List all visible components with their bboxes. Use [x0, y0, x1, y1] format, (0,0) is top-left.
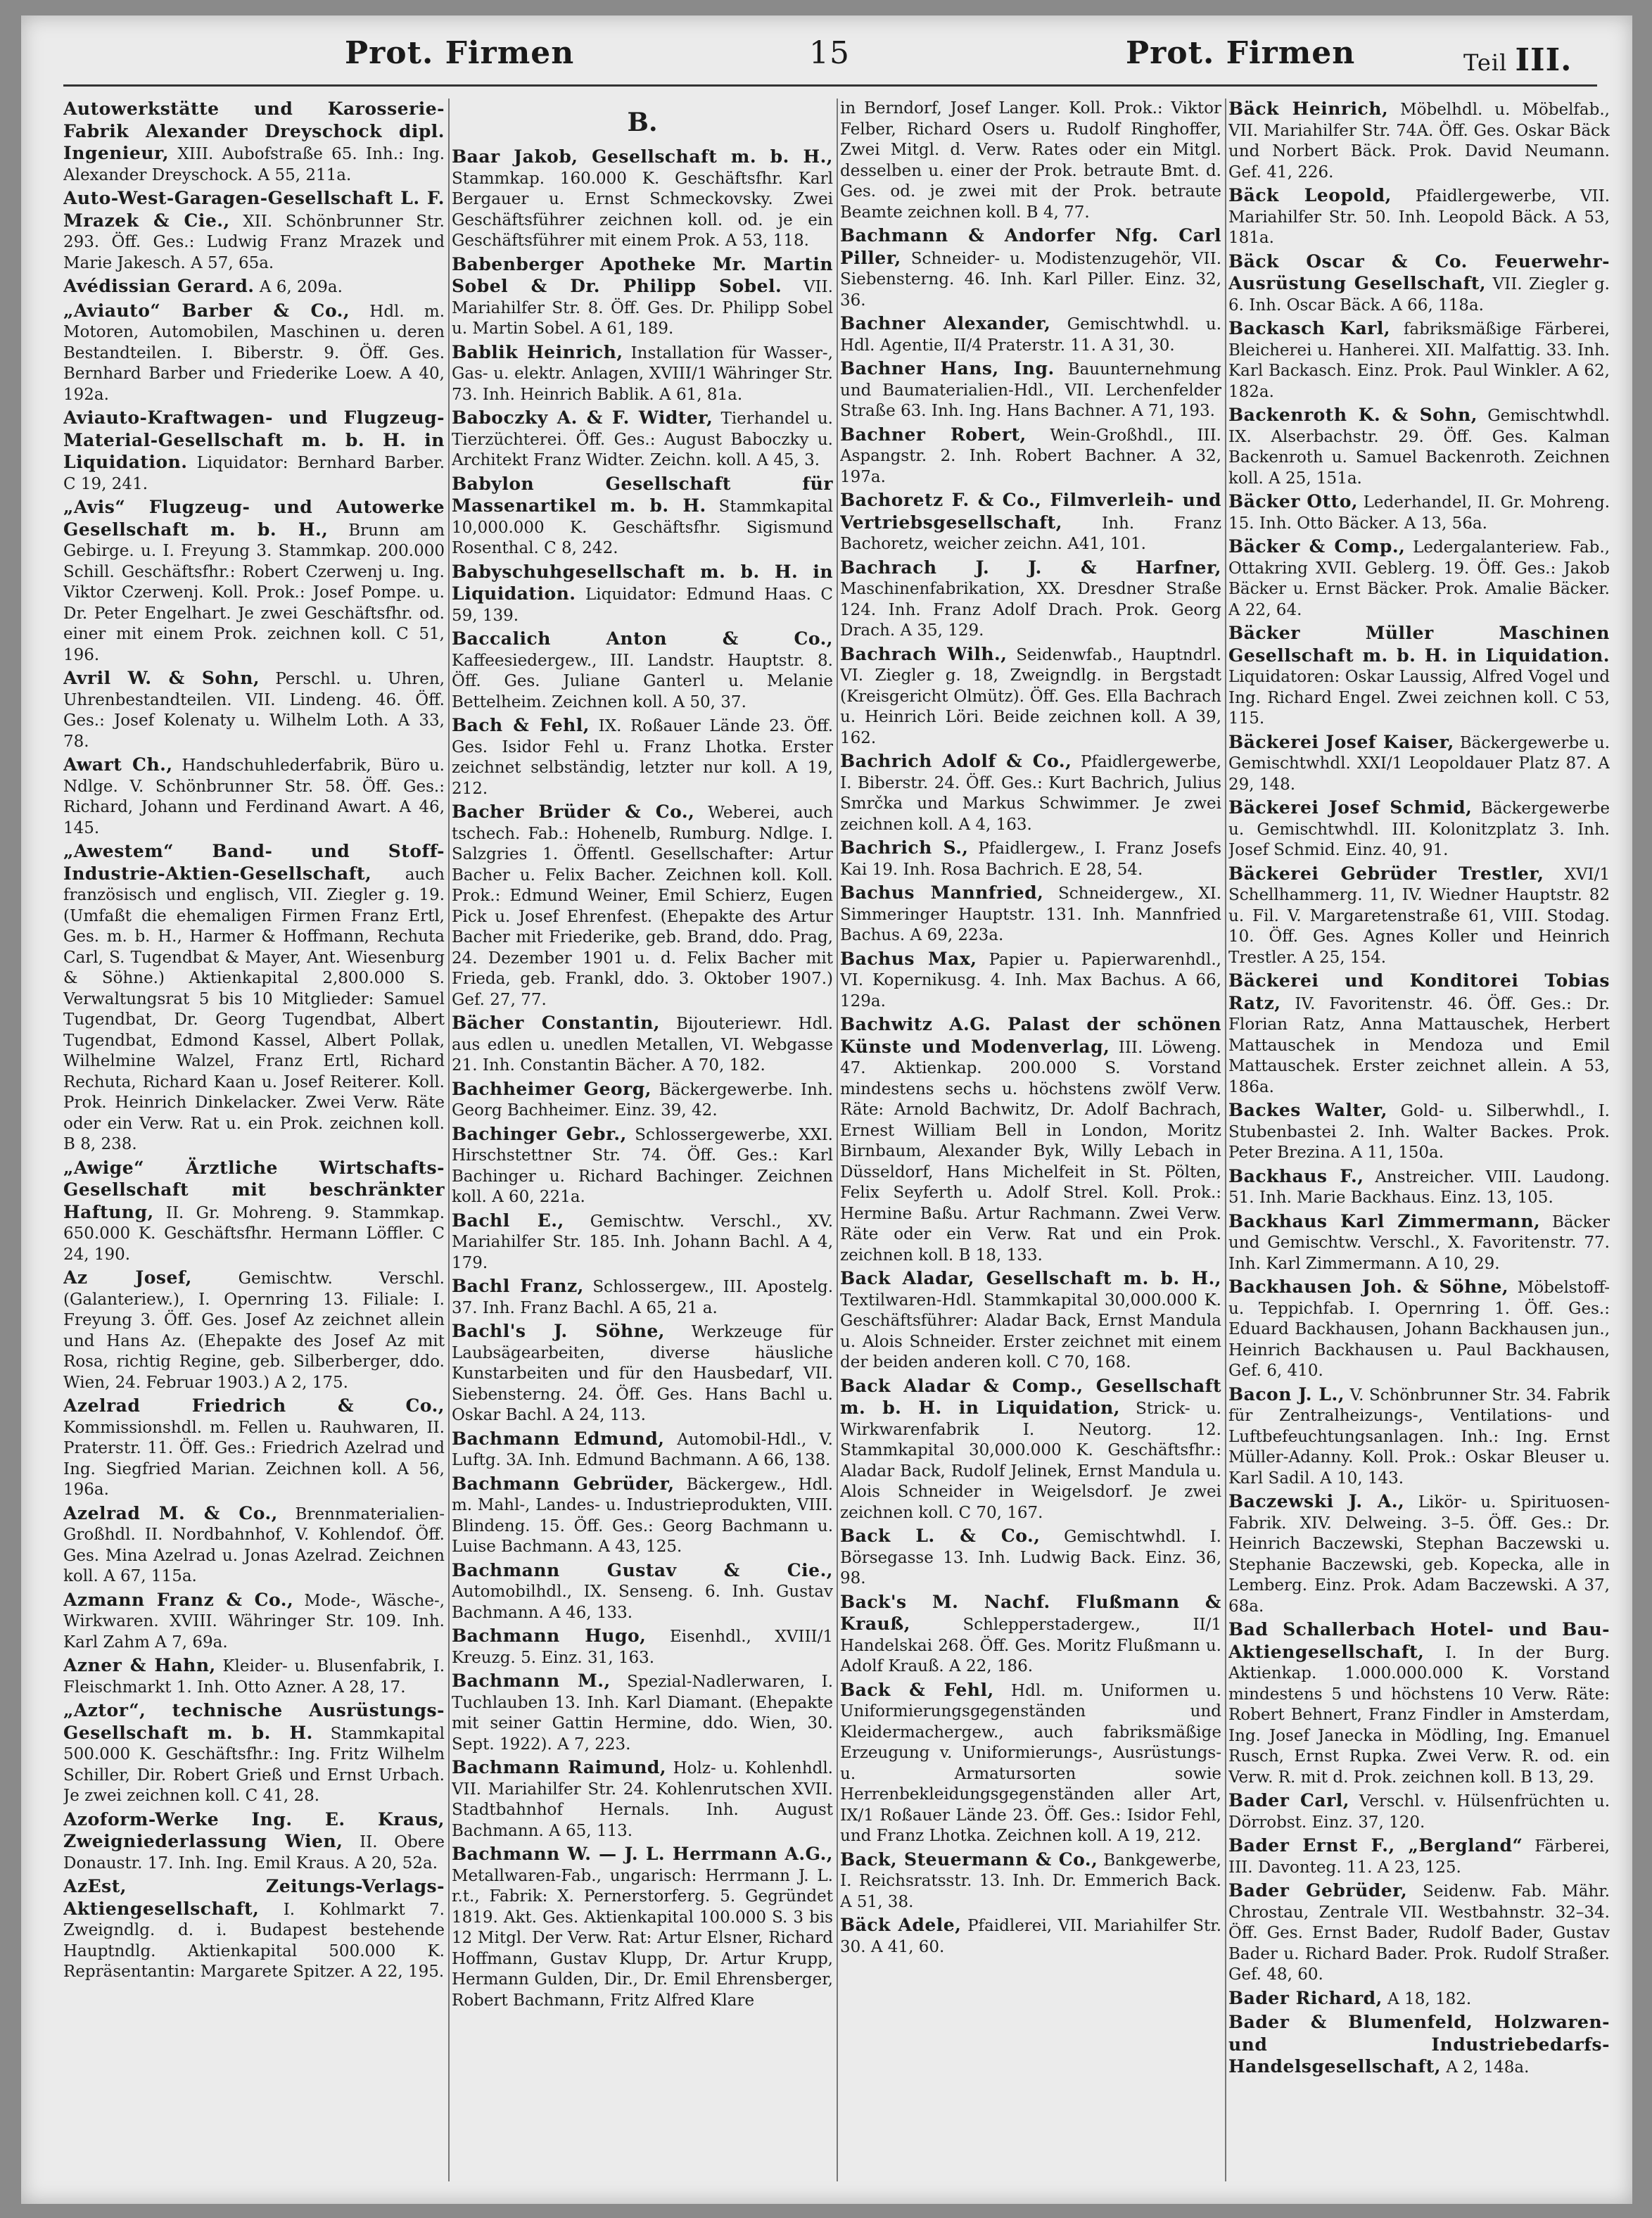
firm-details: V. Schönbrunner Str. 34. Fabrik für Zentralheizungs-, Ventilations- und Luftbefeuchtungsanlagen. Inh.: Ing. Ernst Müller-Adanny. Koll. Prok.: Oskar Bleuser u. Karl Sadil. A 10, 143. — [1228, 1386, 1610, 1488]
firm-details: Bäckergew., Hdl. m. Mahl-, Landes- u. Industrieprodukten, VIII. Blindeng. 15. Öff. Ges.: Georg Bachmann u. Luise Bachmann. A 43, 125. — [452, 1475, 833, 1556]
directory-entry — [452, 1079, 833, 1122]
firm-name: „Avis“ Flugzeug- und Autowerke Gesellschaft m. b. H., — [63, 497, 445, 540]
firm-details: Likör- u. Spirituosen-Fabrik. XIV. Delweing. 3–5. Öff. Ges.: Dr. Heinrich Baczewski, Stephan Baczewski u. Stephanie Baczewski, geb. Kopecka, alle in Lemberg. Einz. Prok. Adam Baczewski. A 37, 68a. — [1228, 1493, 1610, 1616]
firm-details: Stammkapital 10,000.000 K. Geschäftsfhr. Sigismund Rosenthal. C 8, 242. — [452, 498, 833, 557]
column-4 — [1228, 99, 1610, 2181]
firm-name: „Aviauto“ Barber & Co., — [63, 300, 350, 321]
directory-entry — [840, 225, 1221, 311]
firm-details: Lederhandel, II. Gr. Mohreng. 15. Inh. Otto Bäcker. A 13, 56a. — [1228, 493, 1610, 533]
firm-details: Strick- u. Wirkwarenfabrik I. Neutorg. 12. Stammkapital 30,000.000 K. Geschäftsfhr.: Aladar Back, Rudolf Jelinek, Ernst Mandula u. Alois Schneider in Weigelsdorf. Je zwei zeichnen koll. C 70, 167. — [840, 1400, 1221, 1522]
directory-entry — [840, 1376, 1221, 1524]
directory-entry — [63, 1700, 445, 1807]
firm-name: Autowerkstätte und Karosserie-Fabrik Alexander Dreyschock dipl. Ingenieur, — [63, 99, 445, 163]
firm-name: „Awige“ Ärztliche Wirtschafts-Gesellschaft mit beschränkter Haftung, — [63, 1157, 445, 1222]
firm-name: Bachmann Gebrüder, — [452, 1473, 675, 1494]
directory-entry — [840, 1268, 1221, 1374]
firm-details: Stammkap. 160.000 K. Geschäftsfhr. Karl Bergauer u. Ernst Schmeckovsky. Zwei Geschäftsführer zeichnen koll. od. je ein Geschäftsführer mit einem Prok. A 53, 118. — [452, 169, 833, 250]
page-header — [21, 15, 1632, 93]
firm-details: XVI/1 Schellhammerg. 11, IV. Wiedner Hauptstr. 82 u. Fil. V. Margaretenstraße 61, VIII. Stodag. 10. Öff. Ges. Agnes Koller und Heinrich Trestler. A 25, 154. — [1228, 865, 1610, 967]
directory-entry — [1228, 623, 1610, 730]
directory-entry — [452, 1210, 833, 1274]
firm-name: Bäckerei Josef Schmid, — [1228, 797, 1473, 818]
firm-details: Bäckergewerbe u. Gemischtwhdl. III. Kolonitzplatz 3. Inh. Josef Schmid. Einz. 40, 91. — [1228, 799, 1610, 859]
firm-name: Bäcker & Comp., — [1228, 536, 1406, 557]
firm-details: Liquidator: Edmund Haas. C 59, 139. — [452, 585, 833, 625]
directory-entry — [840, 1526, 1221, 1590]
firm-details: Anstreicher. VIII. Laudong. 51. Inh. Marie Backhaus. Einz. 13, 105. — [1228, 1167, 1610, 1207]
directory-entry — [1228, 1276, 1610, 1382]
firm-name: Bachl E., — [452, 1210, 564, 1231]
firm-name: Backhaus F., — [1228, 1165, 1364, 1186]
firm-details: Bäcker und Gemischtw. Verschl., X. Favoritenstr. 77. Inh. Karl Zimmermann. A 10, 29. — [1228, 1212, 1610, 1273]
section-label — [1463, 42, 1572, 78]
firm-name: Bäckerei Gebrüder Trestler, — [1228, 863, 1544, 884]
firm-details: Kleider- u. Blusenfabrik, I. Fleischmarkt 1. Inh. Otto Azner. A 28, 17. — [63, 1657, 445, 1697]
directory-entry — [63, 1267, 445, 1393]
directory-entry — [452, 1626, 833, 1668]
directory-entry — [840, 751, 1221, 835]
firm-name: Awart Ch., — [63, 754, 173, 775]
firm-details: Pfaidlergewerbe, VII. Mariahilfer Str. 50. Inh. Leopold Bäck. A 53, 181a. — [1228, 187, 1610, 247]
directory-entry — [840, 1849, 1221, 1913]
firm-name: Bachmann W. — J. L. Herrmann A.G., — [452, 1844, 833, 1864]
firm-name: Backes Walter, — [1228, 1100, 1387, 1120]
directory-entry — [1228, 185, 1610, 249]
directory-entry — [1228, 797, 1610, 861]
directory-entry — [452, 715, 833, 799]
firm-name: Avédissian Gerard. — [63, 276, 255, 296]
firm-details: Schneider- u. Modistenzugehör, VII. Siebensterng. 46. Inh. Karl Piller. Einz. 32, 36. — [840, 249, 1221, 310]
firm-details: Ledergalanteriew. Fab., Ottakring XVII. Geblerg. 19. Öff. Ges.: Jakob Bäcker u. Ernst Bäcker. Prok. Amalie Bäcker. A 22, 64. — [1228, 538, 1610, 619]
firm-details: Schlossergew., III. Apostelg. 37. Inh. Franz Bachl. A 65, 21 a. — [452, 1278, 833, 1317]
firm-name: Bäckerei Josef Kaiser, — [1228, 731, 1454, 752]
firm-details: Papier u. Papierwarenhdl., VI. Kopernikusg. 4. Inh. Max Bachus. A 66, 129a. — [840, 950, 1221, 1010]
firm-details: Möbelhdl. u. Möbelfab., VII. Mariahilfer Str. 74A. Öff. Ges. Oskar Bäck und Norbert Bäck. Prok. David Neumann. Gef. 41, 226. — [1228, 101, 1610, 182]
directory-entry — [840, 1014, 1221, 1266]
directory-entry — [1228, 1790, 1610, 1833]
firm-details: II. Obere Donaustr. 17. Inh. Ing. Emil Kraus. A 20, 52a. — [63, 1833, 445, 1872]
firm-name: Baar Jakob, Gesellschaft m. b. H., — [452, 146, 833, 167]
firm-name: Bacon J. L., — [1228, 1383, 1345, 1405]
firm-name: Bäck Adele, — [840, 1915, 962, 1935]
firm-details: Seidenw. Fab. Mähr. Chrostau, Zentrale VII. Westbahnstr. 32–34. Öff. Ges. Ernst Bader, Rudolf Bader, Gustav Bader u. Richard Bader. Prok. Rudolf Straßer. Gef. 48, 60. — [1228, 1882, 1610, 1984]
directory-entry — [1228, 863, 1610, 969]
firm-details: Seidenwfab., Hauptndrl. VI. Ziegler g. 18, Zweigndlg. in Bergstadt (Kreisgericht Olmütz). Öff. Ges. Ella Bachrach u. Heinrich Löri. Beide zeichnen koll. A 39, 162. — [840, 645, 1221, 747]
directory-page — [21, 15, 1632, 2204]
firm-details: in Berndorf, Josef Langer. Koll. Prok.: Viktor Felber, Richard Osers u. Rudolf Ringhoffer, Zwei Mitgl. d. Verw. Rates oder ein Mitgl. desselben u. einer der Prok. betraute Bmt. d. Ges. od. je zwei mit der Prok. betraute Beamte zeichnen koll. B 4, 77. — [840, 99, 1221, 222]
directory-entry — [452, 1844, 833, 2011]
firm-name: Baczewski J. A., — [1228, 1491, 1405, 1512]
firm-details: Kommissionshdl. m. Fellen u. Rauhwaren, II. Praterstr. 11. Öff. Ges.: Friedrich Azelrad und Ing. Siegfried Marian. Zeichnen koll. A 56, 196a. — [63, 1418, 445, 1499]
directory-entry — [63, 497, 445, 666]
directory-entry — [840, 882, 1221, 946]
firm-details: Handschuhlederfabrik, Büro u. Ndlge. V. Schönbrunner Str. 58. Öff. Ges.: Richard, Johann und Ferdinand Awart. A 46, 145. — [63, 756, 445, 837]
page-number: 15 — [809, 35, 850, 71]
firm-details: Werkzeuge für Laubsägearbeiten, diverse häusliche Kunstarbeiten und für den Hausbedarf, VII. Siebensterng. 24. Öff. Ges. Hans Bachl u. Oskar Bachl. A 24, 113. — [452, 1323, 833, 1424]
firm-details: Bäckergewerbe. Inh. Georg Bachheimer. Einz. 39, 42. — [452, 1080, 833, 1120]
directory-entry — [840, 837, 1221, 880]
firm-details: Wein-Großhdl., III. Aspangstr. 2. Inh. Robert Bachner. A 32, 197a. — [840, 426, 1221, 486]
firm-details: A 18, 182. — [1387, 1989, 1472, 2008]
directory-entry — [840, 557, 1221, 642]
firm-details: I. In der Burg. Aktienkap. 1.000.000.000 K. Vorstand mindestens 5 und höchstens 10 Verw. Räte: Robert Behnert, Franz Findler in Amsterdam, Ing. Josef Janecka in Mödling, Ing. Emanuel Rusch, Ernst Rupka. Zwei Verw. R. od. ein Verw. R. mit d. Prok. zeichnen koll. B 13, 29. — [1228, 1643, 1610, 1787]
firm-details: Automobilhdl., IX. Senseng. 6. Inh. Gustav Bachmann. A 46, 133. — [452, 1583, 833, 1622]
directory-entry — [452, 562, 833, 627]
firm-name: Bäckerei und Konditorei Tobias Ratz, — [1228, 970, 1610, 1013]
header-left-title: Prot. Firmen — [345, 35, 575, 71]
firm-name: Backenroth K. & Sohn, — [1228, 405, 1478, 425]
directory-entry — [1228, 405, 1610, 489]
firm-details: Hdl. m. Uniformen u. Uniformierungsgegenständen und Kleidermachergew., auch fabriksmäßige Erzeugung v. Uniformierungs-, Ausrüstungs- u. Armatursorten sowie Herrenbekleidungsgegenständen aller Art, IX/1 Roßauer Lände 23. Öff. Ges.: Isidor Fehl, und Franz Lhotka. Zeichnen koll. A 19, 212. — [840, 1681, 1221, 1845]
firm-name: Back L. & Co., — [840, 1526, 1041, 1546]
directory-entry — [452, 628, 833, 713]
firm-name: Bachl Franz, — [452, 1276, 584, 1296]
firm-details: Bankgewerbe, I. Reichsratsstr. 13. Inh. Dr. Emmerich Back. A 51, 38. — [840, 1851, 1221, 1911]
directory-entry — [452, 146, 833, 252]
firm-name: Bachner Robert, — [840, 424, 1027, 445]
firm-details: Brunn am Gebirge. u. I. Freyung 3. Stammkap. 200.000 Schill. Geschäftsfhr.: Robert Czerwenj u. Ing. Viktor Czerwenj. Koll. Prok.: Josef Pompe. u. Dr. Peter Engelhart. Je zwei Geschäftsfhr. od. einer mit einem Prok. zeichnen koll. C 51, 196. — [63, 521, 445, 664]
teil-label: Teil — [1463, 49, 1508, 76]
firm-name: Backasch Karl, — [1228, 318, 1391, 338]
firm-name: Bader Ernst F., „Bergland“ — [1228, 1835, 1523, 1856]
directory-entry — [840, 1680, 1221, 1847]
firm-name: „Awestem“ Band- und Stoff-Industrie-Aktien-Gesellschaft, — [63, 841, 445, 884]
firm-details: Gemischtw. Verschl. (Galanteriew.), I. Opernring 13. Filiale: I. Freyung 3. Öff. Ges. Josef Az zeichnet allein und Hans Az. (Ehepakte des Josef Az mit Rosa, richtig Regine, geb. Silberberger, ddo. Wien, 24. Februar 1903.) A 2, 175. — [63, 1269, 445, 1392]
firm-details: Bäckergewerbe u. Gemischtwhdl. XXI/1 Leopoldauer Platz 87. A 29, 148. — [1228, 733, 1610, 794]
firm-name: Backhaus Karl Zimmermann, — [1228, 1210, 1541, 1231]
firm-details: Installation für Wasser-, Gas- u. elektr. Anlagen, XVIII/1 Währinger Str. 73. Inh. Heinrich Bablik. A 61, 81a. — [452, 343, 833, 404]
directory-entry — [63, 276, 445, 298]
firm-details: Gemischtw. Verschl., XV. Mariahilfer Str. 185. Inh. Johann Bachl. A 4, 179. — [452, 1212, 833, 1272]
directory-entry — [63, 407, 445, 495]
firm-details: Brennmaterialien-Großhdl. II. Nordbahnhof, V. Kohlendof. Öff. Ges. Mina Azelrad u. Jonas Azelrad. Zeichnen koll. A 67, 115a. — [63, 1504, 445, 1585]
firm-name: Bachrach J. J. & Harfner, — [840, 557, 1221, 578]
firm-details: Inh. Franz Bachoretz, weicher zeichn. A41, 101. — [840, 514, 1221, 553]
firm-name: Bachmann Gustav & Cie., — [452, 1559, 833, 1580]
directory-entry — [840, 490, 1221, 555]
directory-entry — [63, 1876, 445, 1983]
column-3 — [840, 99, 1221, 2181]
firm-name: Bäck Heinrich, — [1228, 99, 1389, 119]
firm-details: Perschl. u. Uhren, Uhrenbestandteilen. VII. Lindeng. 46. Öff. Ges.: Josef Kolenaty u. Wilhelm Loth. A 33, 78. — [63, 670, 445, 751]
firm-details: fabriksmäßige Färberei, Bleicherei u. Hanherei. XII. Malfattig. 33. Inh. Karl Backasch. Einz. Prok. Paul Winkler. A 62, 182a. — [1228, 320, 1610, 401]
firm-details: Pfaidlergew., I. Franz Josefs Kai 19. Inh. Rosa Bachrich. E 28, 54. — [840, 839, 1221, 879]
firm-name: Bader Carl, — [1228, 1790, 1349, 1811]
firm-name: Bachner Alexander, — [840, 313, 1051, 334]
directory-entry — [840, 1592, 1221, 1678]
directory-entry — [840, 358, 1221, 422]
directory-entry — [452, 1474, 833, 1558]
directory-entry — [63, 1503, 445, 1588]
firm-name: Bäcker Müller Maschinen Gesellschaft m. b. H. in Liquidation. — [1228, 623, 1610, 666]
firm-name: Bachheimer Georg, — [452, 1078, 652, 1099]
firm-name: Bachmann M., — [452, 1671, 611, 1691]
firm-name: Back, Steuermann & Co., — [840, 1849, 1098, 1870]
firm-name: Bachrich S., — [840, 837, 969, 858]
firm-name: Bad Schallerbach Hotel- und Bau-Aktiengesellschaft, — [1228, 1619, 1610, 1662]
firm-details: A 6, 209a. — [259, 278, 343, 296]
directory-entry — [840, 424, 1221, 488]
firm-details: Verschl. v. Hülsenfrüchten u. Dörrobst. Einz. 37, 120. — [1228, 1792, 1610, 1832]
header-right-title: Prot. Firmen — [1126, 35, 1356, 71]
directory-entry — [1228, 1835, 1610, 1878]
directory-entry — [1228, 970, 1610, 1098]
directory-entry — [840, 644, 1221, 749]
firm-name: Bachoretz F. & Co., Filmverleih- und Vertriebsgesellschaft, — [840, 490, 1221, 533]
firm-details: Liquidatoren: Oskar Laussig, Alfred Vogel und Ing. Richard Engel. Zwei zeichnen koll. C 53, 115. — [1228, 668, 1610, 728]
column-divider — [448, 99, 450, 2181]
firm-details: Bijouteriewr. Hdl. aus edlen u. unedlen Metallen, VI. Webgasse 21. Inh. Constantin Bächer. A 70, 182. — [452, 1015, 833, 1075]
firm-name: Back Aladar, Gesellschaft m. b. H., — [840, 1268, 1221, 1288]
firm-name: Back Aladar & Comp., Gesellschaft m. b. H. in Liquidation, — [840, 1375, 1221, 1418]
firm-name: „Aztor“, technische Ausrüstungs-Gesellschaft m. b. H. — [63, 1700, 445, 1743]
firm-name: Bablik Heinrich, — [452, 341, 623, 362]
directory-entry — [452, 254, 833, 340]
firm-details: A 2, 148a. — [1446, 2058, 1530, 2077]
firm-name: Bachmann Raimund, — [452, 1757, 667, 1777]
directory-entry — [840, 1915, 1221, 1958]
firm-name: Bachmann Hugo, — [452, 1626, 647, 1646]
directory-entry — [1228, 2012, 1610, 2079]
column-1 — [63, 99, 445, 2181]
firm-name: Bachmann Edmund, — [452, 1428, 665, 1449]
directory-entry — [452, 1757, 833, 1842]
firm-name: Azelrad M. & Co., — [63, 1502, 278, 1523]
firm-details: Spezial-Nadlerwaren, I. Tuchlauben 13. Inh. Karl Diamant. (Ehepakte mit seiner Gattin Hermine, ddo. Wien, 30. Sept. 1922). A 7, 223. — [452, 1673, 833, 1754]
firm-name: Bachus Max, — [840, 948, 977, 969]
directory-entry — [840, 949, 1221, 1013]
directory-entry — [1228, 1384, 1610, 1490]
firm-details: Pfaidlerei, VII. Mariahilfer Str. 30. A 41, 60. — [840, 1917, 1221, 1956]
column-divider — [837, 99, 838, 2181]
directory-entry — [1228, 1619, 1610, 1788]
firm-name: Baboczky A. & F. Widter, — [452, 407, 713, 428]
directory-entry — [63, 1590, 445, 1654]
directory-entry — [452, 1124, 833, 1208]
directory-entry — [452, 1013, 833, 1077]
firm-details: Eisenhdl., XVIII/1 Kreuzg. 5. Einz. 31, 163. — [452, 1628, 833, 1667]
firm-name: Bader & Blumenfeld, Holzwaren- und Industriebedarfs-Handelsgesellschaft, — [1228, 2012, 1610, 2077]
firm-details: Kaffeesiedergew., III. Landstr. Hauptstr. 8. Öff. Ges. Juliane Ganterl u. Melanie Bettelheim. Zeichnen koll. A 50, 37. — [452, 651, 833, 711]
directory-entry — [63, 1809, 445, 1875]
directory-entry — [63, 1395, 445, 1501]
firm-details: III. Löweng. 47. Aktienkap. 200.000 S. Vorstand mindestens sechs u. höchstens zwölf Verw. Räte: Arnold Bachwitz, Dr. Adolf Bachrach, Ernest William Bell in London, Moritz Birnbaum, Alexander Byk, Willy Lebach in Düsseldorf, Hans Michelfeit in St. Pölten, Felix Seyferth u. Adolf Strel. Koll. Prok.: Hermine Baßu. Artur Rachmann. Zwei Verw. Räte oder ein Verw. Rat und ein Prok. zeichnen koll. B 18, 133. — [840, 1038, 1221, 1265]
firm-details: Mode-, Wäsche-, Wirkwaren. XVIII. Währinger Str. 109. Inh. Karl Zahm A 7, 69a. — [63, 1591, 445, 1652]
firm-name: Azmann Franz & Co., — [63, 1589, 294, 1610]
directory-entry — [1228, 1166, 1610, 1209]
firm-name: Bäck Leopold, — [1228, 185, 1392, 205]
firm-details: IX. Roßauer Lände 23. Öff. Ges. Isidor Fehl u. Franz Lhotka. Erster zeichnet selbständig, letzter nur koll. A 19, 212. — [452, 717, 833, 798]
section-letter: B. — [627, 108, 658, 137]
column-divider — [1225, 99, 1226, 2181]
firm-details: Textilwaren-Hdl. Stammkapital 30,000.000 K. Geschäftsführer: Aladar Back, Ernst Mandula u. Alois Schneider. Erster zeichnet mit einem der beiden anderen koll. C 70, 168. — [840, 1291, 1221, 1371]
firm-details: IV. Favoritenstr. 46. Öff. Ges.: Dr. Florian Ratz, Anna Mattauschek, Herbert Mattauschek in Mendoza und Emil Mattauschek. Erster zeichnet allein. A 53, 186a. — [1228, 994, 1610, 1096]
firm-name: Bachus Mannfried, — [840, 882, 1044, 903]
firm-name: Bach & Fehl, — [452, 715, 590, 735]
directory-entry — [63, 99, 445, 186]
firm-name: Az Josef, — [63, 1267, 192, 1288]
firm-details: Pfaidlergewerbe, I. Biberstr. 24. Öff. Ges.: Kurt Bachrich, Julius Smrčka und Markus Schwimmer. Je zwei zeichnen koll. A 4, 163. — [840, 753, 1221, 834]
firm-details: Weberei, auch tschech. Fab.: Hohenelb, Rumburg. Ndlge. I. Salzgries 1. Öffentl. Gesellschafter: Artur Bacher u. Felix Bacher. Zeichnen koll. Koll. Prok.: Edmund Weiner, Emil Schierz, Eugen Pick u. Josef Ehrenfest. (Ehepakte des Artur Bacher mit Friederike, geb. Brand, ddo. Prag, 24. Dezember 1901 u. d. Felix Bacher mit Frieda, geb. Frankl, ddo. 3. Oktober 1907.) Gef. 27, 77. — [452, 804, 833, 1009]
directory-entry — [1228, 1211, 1610, 1275]
firm-details: VII. Ziegler g. 6. Inh. Oscar Bäck. A 66, 118a. — [1228, 275, 1610, 315]
firm-details: Metallwaren-Fab., ungarisch: Herrmann J. L. r.t., Fabrik: X. Pernerstorferg. 5. Gegründet 1819. Akt. Ges. Aktienkapital 100.000 S. 3 bis 12 Mitgl. Der Verw. Rat: Artur Elsner, Richard Hoffmann, Gustav Klupp, Dr. Artur Krupp, Hermann Gulden, Dir., Dr. Emil Ehrensberger, Robert Bachmann, Fritz Alfred Klare — [452, 1866, 833, 2010]
directory-entry — [1228, 536, 1610, 621]
firm-name: Bachner Hans, Ing. — [840, 358, 1055, 379]
firm-details: Gold- u. Silberwhdl., I. Stubenbastei 2. Inh. Walter Backes. Prok. Peter Brezina. A 11, 150a. — [1228, 1102, 1610, 1162]
firm-name: Bader Gebrüder, — [1228, 1880, 1408, 1901]
firm-details: Stammkapital 500.000 K. Geschäftsfhr.: Ing. Fritz Wilhelm Schiller, Dir. Robert Grieß und Ernst Urbach. Je zwei zeichnen koll. C 41, 28. — [63, 1724, 445, 1805]
directory-entry — [1228, 491, 1610, 534]
firm-details: Maschinenfabrikation, XX. Dresdner Straße 124. Inh. Franz Adolf Drach. Prok. Georg Drach. A 35, 129. — [840, 580, 1221, 640]
teil-numeral: III. — [1515, 42, 1572, 78]
firm-details: XII. Schönbrunner Str. 293. Öff. Ges.: Ludwig Franz Mrazek und Marie Jakesch. A 57, 65a. — [63, 212, 445, 272]
directory-entry — [63, 754, 445, 839]
firm-details: VII. Mariahilfer Str. 8. Öff. Ges. Dr. Philipp Sobel u. Martin Sobel. A 61, 189. — [452, 278, 833, 338]
directory-entry — [452, 801, 833, 1010]
firm-name: Baccalich Anton & Co., — [452, 628, 833, 649]
firm-details: Hdl. m. Motoren, Automobilen, Maschinen u. deren Bestandteilen. I. Biberstr. 9. Öff. Ges. Bernhard Barber und Friederike Loew. A 40, 192a. — [63, 302, 445, 404]
firm-details: Gemischtwhdl. IX. Alserbachstr. 29. Öff. Ges. Kalman Backenroth u. Samuel Backenroth. Zeichnen koll. A 25, 151a. — [1228, 407, 1610, 488]
directory-entry — [452, 1428, 833, 1471]
firm-name: Bachwitz A.G. Palast der schönen Künste und Modenverlag, — [840, 1014, 1221, 1057]
firm-details: XIII. Aubofstraße 65. Inh.: Ing. Alexander Dreyschock. A 55, 211a. — [63, 145, 445, 184]
directory-entry — [1228, 1880, 1610, 1986]
header-rule — [63, 84, 1597, 87]
directory-entry — [63, 188, 445, 274]
directory-entry — [1228, 732, 1610, 796]
firm-details: Holz- u. Kohlenhdl. VII. Mariahilfer Str. 24. Kohlenrutschen XVII. Stadtbahnhof Hernals. Inh. August Bachmann. A 65, 113. — [452, 1759, 833, 1840]
firm-details: Liquidator: Bernhard Barber. C 19, 241. — [63, 454, 445, 493]
firm-details: auch französisch und englisch, VII. Ziegler g. 19. (Umfaßt die ehemaligen Firmen Franz Ertl, Ges. m. b. H., Harmer & Hoffmann, Rechuta Carl, S. Tugendbat & Mayer, Ant. Wiesenburg & Söhne.) Aktienkapital 2,800.000 S. Verwaltungsrat 5 bis 10 Mitglieder: Samuel Tugendbat, Dr. Georg Tugendbat, Albert Tugendbat, Edmond Kassel, Albert Pollak, Wilhelmine Walzel, Franz Ertl, Richard Rechuta, Richard Kaan u. Josef Reiterer. Koll. Prok. Heinrich Dinkelacker. Zwei Verw. Räte oder ein Verw. Rat u. ein Prok. zeichnen koll. B 8, 238. — [63, 865, 445, 1153]
firm-details: Schlossergewerbe, XXI. Hirschstettner Str. 74. Öff. Ges.: Karl Bachinger u. Richard Bachinger. Zeichnen koll. A 60, 221a. — [452, 1125, 833, 1206]
firm-name: Babylon Gesellschaft für Massenartikel m. b. H. — [452, 473, 833, 516]
firm-details: Gemischtwhdl. u. Hdl. Agentie, II/4 Praterstr. 11. A 31, 30. — [840, 315, 1221, 355]
directory-entry — [452, 1276, 833, 1319]
firm-details: Möbelstoff- u. Teppichfab. I. Opernring 1. Öff. Ges.: Eduard Backhausen, Johann Backhausen jun., Heinrich Backhausen u. Paul Backhausen, Gef. 6, 410. — [1228, 1279, 1610, 1380]
firm-name: Avril W. & Sohn, — [63, 668, 260, 688]
directory-entry — [452, 342, 833, 406]
firm-name: Auto-West-Garagen-Gesellschaft L. F. Mrazek & Cie., — [63, 188, 445, 231]
directory-entry — [1228, 1988, 1610, 2010]
directory-entry — [840, 99, 1221, 223]
firm-details: II. Gr. Mohreng. 9. Stammkap. 650.000 K. Geschäftsfhr. Hermann Löffler. C 24, 190. — [63, 1203, 445, 1264]
firm-details: Tierhandel u. Tierzüchterei. Öff. Ges.: August Baboczky u. Architekt Franz Widter. Zeichn. koll. A 45, 3. — [452, 410, 833, 469]
firm-name: Babenberger Apotheke Mr. Martin Sobel & Dr. Philipp Sobel. — [452, 253, 833, 296]
firm-name: Azelrad Friedrich & Co., — [63, 1395, 445, 1416]
firm-details: Schlepperstadergew., II/1 Handelskai 268. Öff. Ges. Moritz Flußmann u. Adolf Krauß. A 22, 186. — [840, 1616, 1221, 1675]
firm-name: Bacher Brüder & Co., — [452, 801, 695, 822]
firm-name: Aviauto-Kraftwagen- und Flugzeug-Material-Gesellschaft m. b. H. in Liquidation. — [63, 407, 445, 472]
directory-entry — [452, 407, 833, 471]
firm-name: Azner & Hahn, — [63, 1655, 216, 1675]
firm-details: Automobil-Hdl., V. Luftg. 3A. Inh. Edmund Bachmann. A 66, 138. — [452, 1430, 833, 1469]
directory-entry — [1228, 1100, 1610, 1164]
firm-details: Schneidergew., XI. Simmeringer Hauptstr. 131. Inh. Mannfried Bachus. A 69, 223a. — [840, 885, 1221, 944]
directory-entry — [63, 300, 445, 406]
firm-name: AzEst, Zeitungs-Verlags-Aktiengesellschaft, — [63, 1876, 445, 1919]
directory-entry — [840, 313, 1221, 356]
firm-name: Bachmann & Andorfer Nfg. Carl Piller, — [840, 225, 1221, 268]
directory-entry — [1228, 1491, 1610, 1617]
directory-entry — [63, 841, 445, 1155]
firm-name: Bäck Oscar & Co. Feuerwehr-Ausrüstung Gesellschaft, — [1228, 251, 1610, 293]
directory-entry — [1228, 99, 1610, 183]
column-2 — [452, 99, 833, 2181]
directory-entry — [452, 1560, 833, 1624]
directory-entry — [452, 1671, 833, 1755]
firm-name: Backhausen Joh. & Söhne, — [1228, 1276, 1509, 1297]
firm-name: Back's M. Nachf. Flußmann & Krauß, — [840, 1591, 1221, 1634]
directory-entry — [63, 1655, 445, 1698]
firm-name: Bader Richard, — [1228, 1987, 1383, 2008]
firm-name: Bachl's J. Söhne, — [452, 1321, 665, 1341]
directory-entry — [452, 474, 833, 559]
directory-entry — [63, 1158, 445, 1266]
directory-entry — [1228, 318, 1610, 403]
firm-name: Bachrich Adolf & Co., — [840, 751, 1072, 771]
firm-name: Bäcker Otto, — [1228, 491, 1359, 512]
directory-entry — [452, 1321, 833, 1426]
firm-name: Babyschuhgesellschaft m. b. H. in Liquidation. — [452, 561, 833, 604]
firm-details: Gemischtwhdl. I. Börsegasse 13. Inh. Ludwig Back. Einz. 36, 98. — [840, 1528, 1221, 1588]
firm-details: Färberei, III. Davonteg. 11. A 23, 125. — [1228, 1837, 1610, 1877]
directory-entry — [1228, 251, 1610, 317]
firm-name: Bachrach Wilh., — [840, 643, 1008, 664]
firm-name: Bächer Constantin, — [452, 1013, 660, 1033]
firm-details: Bauunternehmung und Baumaterialien-Hdl., VII. Lerchenfelder Straße 63. Inh. Ing. Hans Bachner. A 71, 193. — [840, 360, 1221, 420]
firm-name: Bachinger Gebr., — [452, 1123, 627, 1144]
firm-name: Azoform-Werke Ing. E. Kraus, Zweigniederlassung Wien, — [63, 1808, 445, 1851]
firm-name: Back & Fehl, — [840, 1679, 994, 1700]
directory-entry — [63, 668, 445, 752]
firm-details: I. Kohlmarkt 7. Zweigndlg. d. i. Budapest bestehende Hauptndlg. Aktienkapital 500.000 K. Repräsentantin: Margarete Spitzer. A 22, 195. — [63, 1900, 445, 1981]
